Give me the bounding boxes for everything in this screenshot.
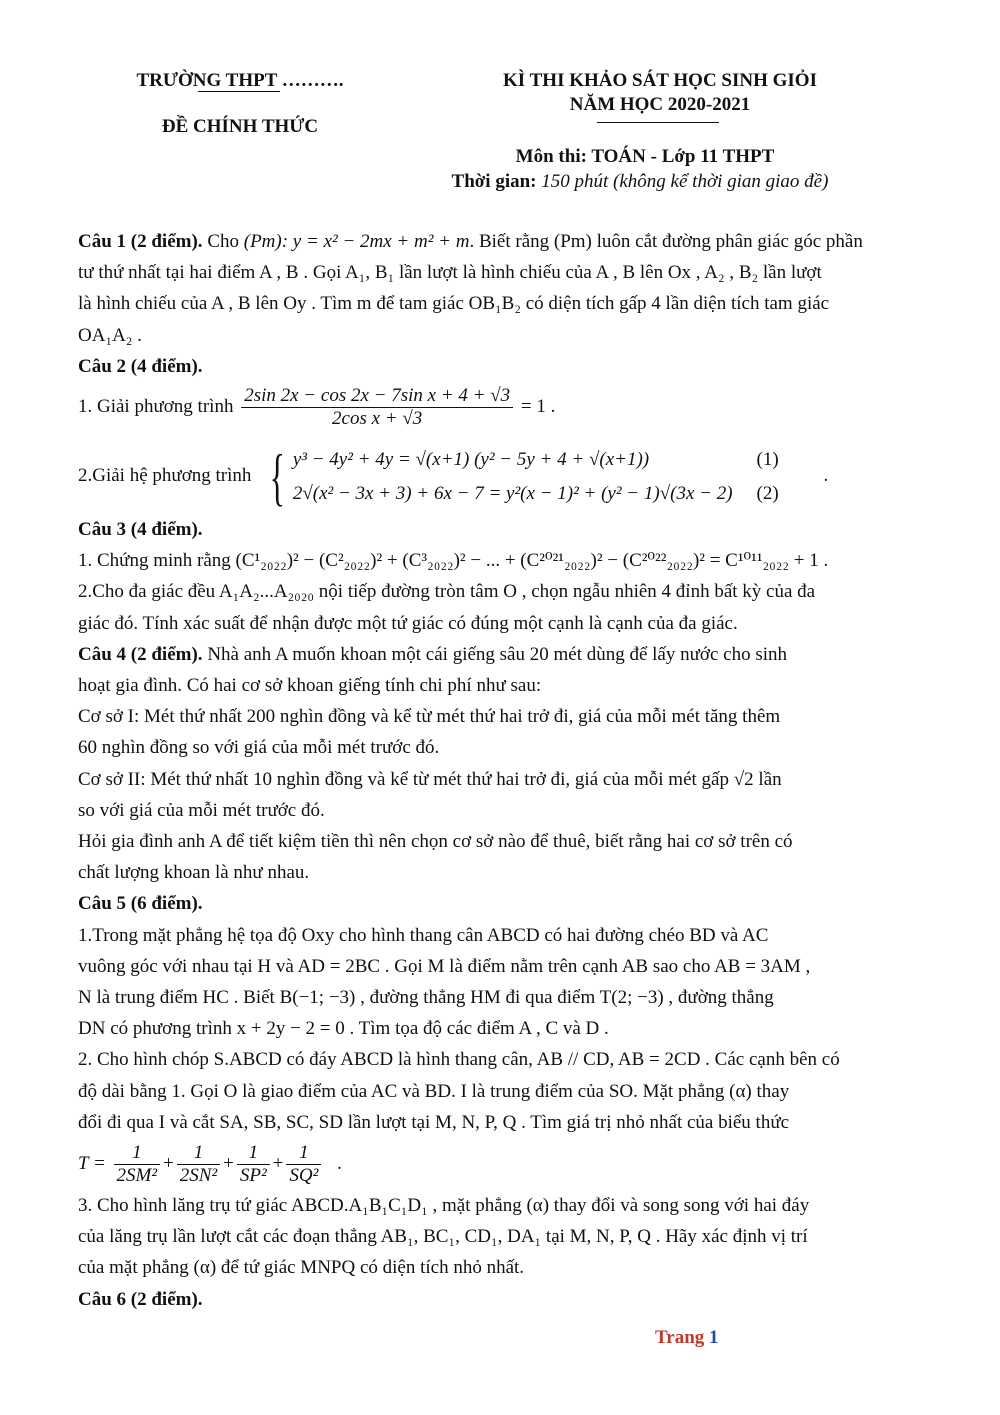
q5-frac-2-den: 2SN²	[179, 1165, 218, 1187]
q5-p2-line-2: độ dài bằng 1. Gọi O là giao điểm của AC và BD. I là trung điểm của SO. Mặt phẳng (α) thay	[78, 1080, 790, 1102]
q3-part-2a: 2.Cho đa giác đều A₁A₂...A₂₀₂₀ nội tiếp đường tròn tâm O , chọn ngẫu nhiên 4 đỉnh bất kỳ của đa	[78, 581, 816, 603]
q2-p2-end: .	[823, 465, 829, 487]
q2-p2-label: 2.Giải hệ phương trình	[78, 465, 252, 487]
q1-line-4: OA₁A₂ .	[78, 324, 142, 346]
q4-line-8: chất lượng khoan là như nhau.	[78, 862, 310, 884]
q2-p1-fraction	[241, 385, 513, 430]
q1-text-c: . Biết rằng (Pm) luôn cắt đường phân giác góc phần	[469, 231, 863, 252]
q2-tag-1: (1)	[756, 448, 779, 470]
q5-frac-2-num: 1	[177, 1142, 220, 1165]
footer-page-number: 1	[709, 1327, 719, 1348]
q4-line-5: Cơ sở II: Mét thứ nhất 10 nghìn đồng và kể từ mét thứ hai trở đi, giá của mỗi mét gấp √2 lần	[78, 768, 782, 790]
q5-frac-3-num: 1	[237, 1142, 270, 1165]
q2-p1-denominator: 2cos x + √3	[332, 408, 423, 430]
q5-frac-3-den: SP²	[239, 1165, 267, 1187]
q2-system	[262, 440, 779, 512]
q4-line-3: Cơ sở I: Mét thứ nhất 200 nghìn đồng và kể từ mét thứ hai trở đi, giá của mỗi mét tăng thêm	[78, 706, 781, 728]
q2-part-1	[78, 382, 944, 432]
q6-heading: Câu 6 (2 điểm).	[78, 1288, 203, 1310]
q5-p3-line-1: 3. Cho hình lăng trụ tứ giác ABCD.A₁B₁C₁D₁ , mặt phẳng (α) thay đổi và song song với hai đáy	[78, 1195, 810, 1217]
q5-frac-1-den: 2SM²	[116, 1165, 158, 1187]
q2-eq-1: y³ − 4y² + 4y = √(x+1) (y² − 5y + 4 + √(x+1))	[292, 448, 650, 470]
q5-frac-4-num: 1	[286, 1142, 321, 1165]
school-year: NĂM HỌC 2020-2021	[569, 94, 751, 115]
q4-text-1: Nhà anh A muốn khoan một cái giếng sâu 20 mét dùng để lấy nước cho sinh	[202, 643, 787, 665]
q3-part-2b: giác đó. Tính xác suất để nhận được một tứ giác có đúng một cạnh là cạnh của đa giác.	[78, 612, 738, 634]
q4-heading: Câu 4 (2 điểm).	[78, 643, 203, 665]
q1-text-a: Cho	[202, 231, 244, 252]
page-footer	[655, 1327, 719, 1349]
q5-p2-formula: T = $\frac{1}{\text{2SM²}}$ + $\frac{1}{\text{2SN²}}$ + $\frac{1}{\text{SP²}}$ + $\frac{1}{\text{SQ²}}$ .	[78, 1142, 342, 1187]
q5-frac-2	[177, 1142, 220, 1187]
q4-line-4: 60 nghìn đồng so với giá của mỗi mét trước đó.	[78, 737, 440, 759]
q1-line-1	[78, 226, 944, 257]
q2-p1-label: 1. Giải phương trình	[78, 396, 234, 418]
q2-heading: Câu 2 (4 điểm).	[78, 355, 203, 377]
q5-p1-line-1: 1.Trong mặt phẳng hệ tọa độ Oxy cho hình thang cân ABCD có hai đường chéo BD và AC	[78, 924, 769, 946]
school-name: TRƯỜNG THPT ……….	[136, 70, 344, 91]
exam-body	[78, 226, 944, 1315]
q3-part-1: 1. Chứng minh rằng (C¹₂₀₂₂)² − (C²₂₀₂₂)² + (C³₂₀₂₂)² − ... + (C²⁰²¹₂₀₂₂)² − (C²⁰²²₂₀₂₂)² = C¹⁰¹¹₂₀₂₂ + 1 .	[78, 550, 829, 572]
q1-line-2: tư thứ nhất tại hai điểm A , B . Gọi A₁, B₁ lần lượt là hình chiếu của A , B lên Ox , A₂ , B₂ lần lượt	[78, 262, 822, 284]
footer-label: Trang	[655, 1327, 705, 1348]
exam-title: KÌ THI KHẢO SÁT HỌC SINH GIỎI	[503, 70, 817, 91]
q5-p3-line-3: của mặt phẳng (α) để tứ giác MNPQ có diện tích nhỏ nhất.	[78, 1257, 525, 1279]
system-brace: {	[269, 440, 286, 512]
q5-p2-line-3: đổi đi qua I và cắt SA, SB, SC, SD lần lượt tại M, N, P, Q . Tìm giá trị nhỏ nhất của biểu thức	[78, 1111, 790, 1133]
q5-heading: Câu 5 (6 điểm).	[78, 893, 203, 915]
q5-frac-4	[286, 1142, 321, 1187]
official-label: ĐỀ CHÍNH THỨC	[161, 116, 319, 137]
q2-part-2	[78, 438, 944, 514]
q2-eq-2: 2√(x² − 3x + 3) + 6x − 7 = y²(x − 1)² + (y² − 1)√(3x − 2)	[292, 482, 733, 504]
q4-line-6: so với giá của mỗi mét trước đó.	[78, 799, 325, 821]
time-label: Thời gian:	[451, 171, 537, 192]
q2-tag-2: (2)	[756, 482, 779, 504]
q5-frac-4-den: SQ²	[289, 1165, 319, 1187]
q1-parabola: (Pm): y = x² − 2mx + m² + m	[243, 231, 470, 252]
year-underline	[597, 122, 719, 123]
q5-p2-line-1: 2. Cho hình chóp S.ABCD có đáy ABCD là hình thang cân, AB // CD, AB = 2CD . Các cạnh bên có	[78, 1049, 840, 1071]
q5-formula-end: .	[337, 1153, 342, 1175]
subject-line: Môn thi: TOÁN - Lớp 11 THPT	[515, 146, 775, 167]
q4-line-1	[78, 639, 944, 670]
q5-frac-3	[237, 1142, 270, 1187]
q5-p1-line-3: N là trung điểm HC . Biết B(−1; −3) , đường thẳng HM đi qua điểm T(2; −3) , đường thẳng	[78, 987, 774, 1009]
q5-frac-1-num: 1	[114, 1142, 161, 1165]
q3-heading: Câu 3 (4 điểm).	[78, 519, 203, 541]
time-value: 150 phút (không kể thời gian giao đề)	[541, 171, 829, 192]
q5-p3-line-2: của lăng trụ lần lượt cắt các đoạn thẳng AB₁, BC₁, CD₁, DA₁ tại M, N, P, Q . Hãy xác định vị trí	[78, 1226, 808, 1248]
q2-p1-rhs: = 1 .	[520, 396, 556, 418]
q5-frac-1	[114, 1142, 161, 1187]
q4-line-7: Hỏi gia đình anh A để tiết kiệm tiền thì nên chọn cơ sở nào để thuê, biết rằng hai cơ sở trên có	[78, 831, 793, 853]
q1-line-3: là hình chiếu của A , B lên Oy . Tìm m để tam giác OB₁B₂ có diện tích gấp 4 lần diện tích tam giác	[78, 293, 830, 315]
time-line	[400, 171, 880, 193]
q2-p1-numerator: 2sin 2x − cos 2x − 7sin x + 4 + √3	[241, 385, 513, 408]
q5-p1-line-2: vuông góc với nhau tại H và AD = 2BC . Gọi M là điểm nằm trên cạnh AB sao cho AB = 3AM ,	[78, 955, 811, 977]
q5-p1-line-4: DN có phương trình x + 2y − 2 = 0 . Tìm tọa độ các điểm A , C và D .	[78, 1018, 609, 1040]
q4-line-2: hoạt gia đình. Có hai cơ sở khoan giếng tính chi phí như sau:	[78, 675, 542, 697]
q5-T-label: T =	[78, 1153, 106, 1175]
school-underline	[198, 91, 280, 92]
q1-heading: Câu 1 (2 điểm).	[78, 231, 203, 252]
